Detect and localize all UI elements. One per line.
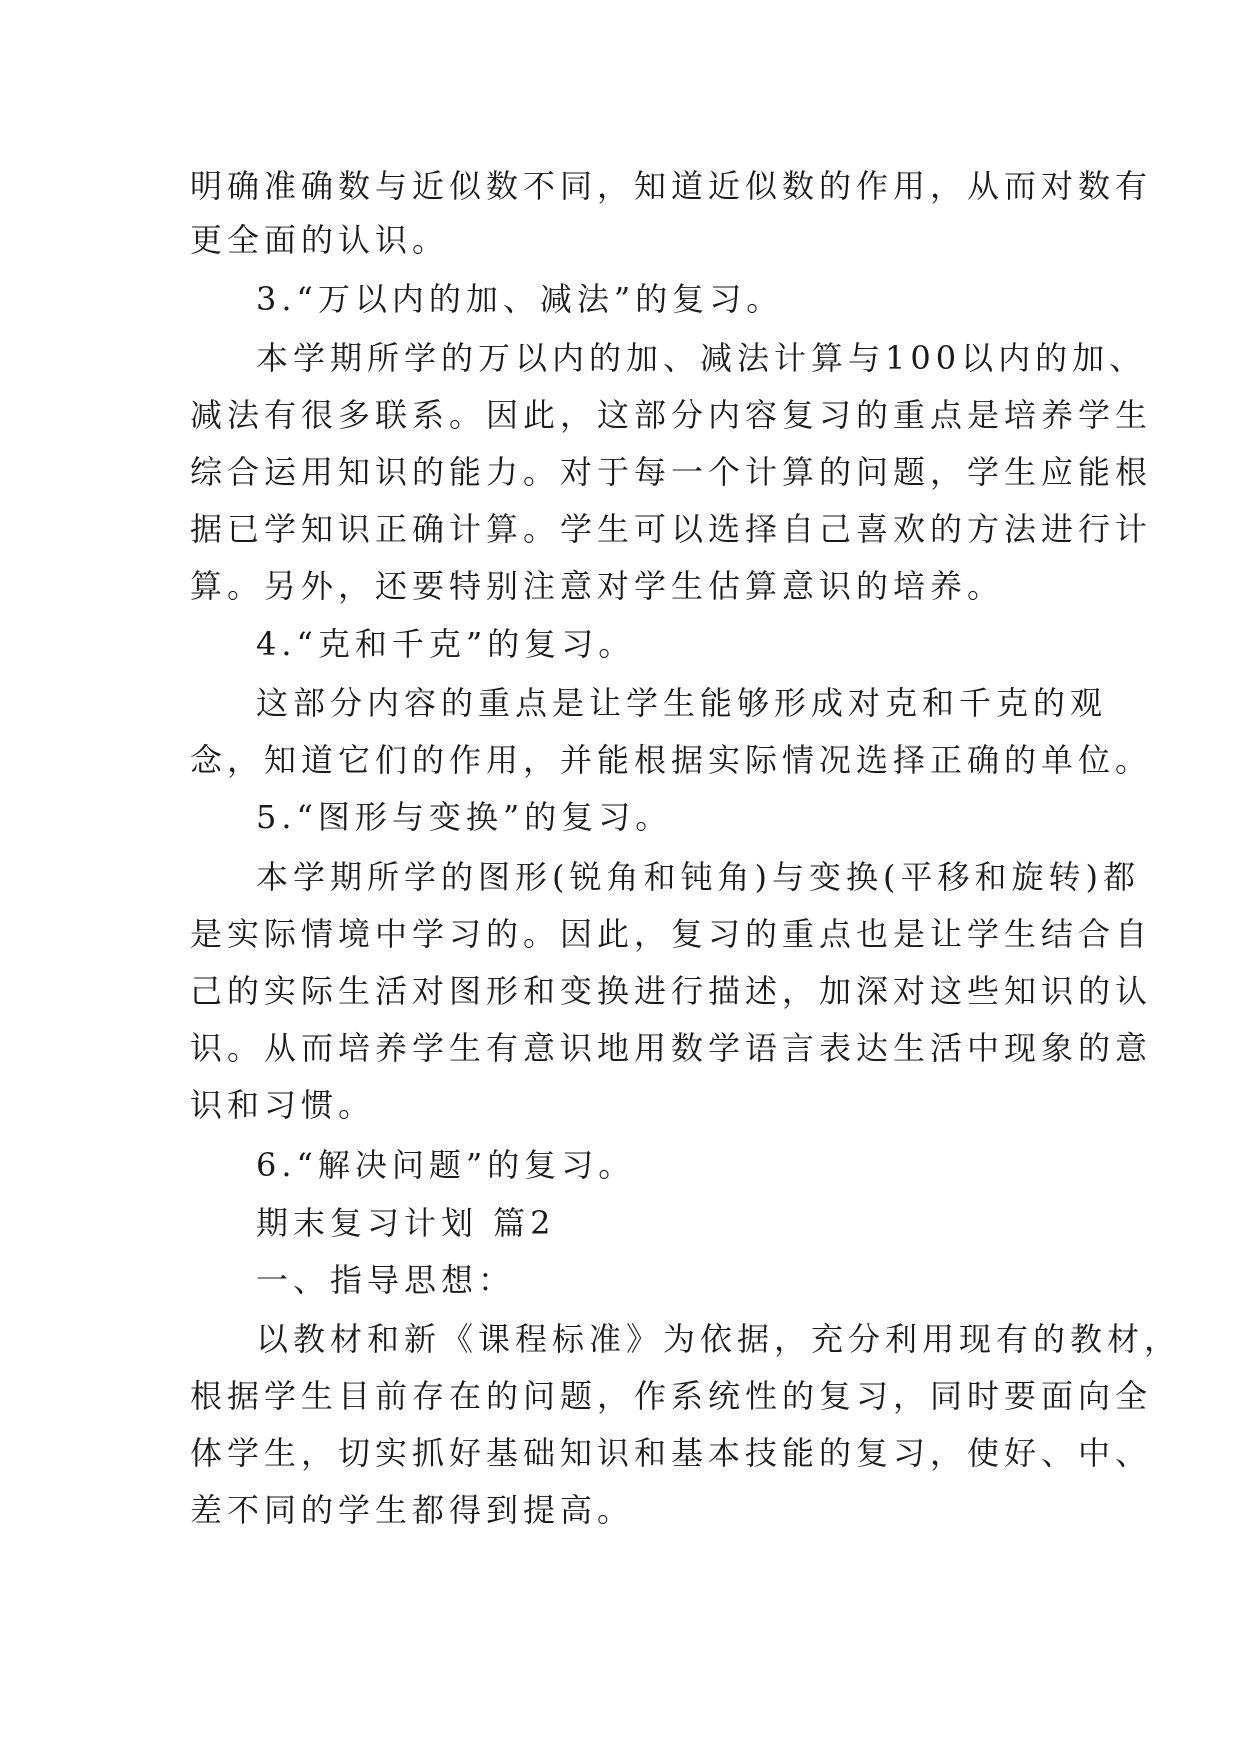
text-line: 算。另外，还要特别注意对学生估算意识的培养。 [190,567,1005,605]
text-line: 是实际情境中学习的。因此，复习的重点也是让学生结合自 [190,915,1153,953]
text-line: 己的实际生活对图形和变换进行描述，加深对这些知识的认 [190,972,1153,1010]
text-line: 根据学生目前存在的问题，作系统性的复习，同时要面向全 [190,1377,1153,1415]
section-heading: 一、指导思想： [256,1261,516,1299]
section-heading: 6.“解决问题”的复习。 [256,1146,636,1184]
section-heading: 5.“图形与变换”的复习。 [256,798,673,836]
text-line: 据已学知识正确计算。学生可以选择自己喜欢的方法进行计 [190,510,1153,548]
text-line: 以教材和新《课程标准》为依据，充分利用现有的教材， [256,1320,1182,1358]
text-line: 念，知道它们的作用，并能根据实际情况选择正确的单位。 [190,741,1153,779]
text-line: 更全面的认识。 [190,221,450,259]
text-line: 本学期所学的万以内的加、减法计算与100以内的加、 [256,339,1147,377]
text-line: 减法有很多联系。因此，这部分内容复习的重点是培养学生 [190,396,1153,434]
document-subtitle: 期末复习计划 篇2 [256,1204,556,1242]
text-line: 这部分内容的重点是让学生能够形成对克和千克的观 [256,684,1108,722]
text-line: 体学生，切实抓好基础知识和基本技能的复习，使好、中、 [190,1434,1153,1472]
text-line: 明确准确数与近似数不同，知道近似数的作用，从而对数有 [190,167,1153,205]
text-line: 识。从而培养学生有意识地用数学语言表达生活中现象的意 [190,1029,1153,1067]
text-line: 本学期所学的图形(锐角和钝角)与变换(平移和旋转)都 [256,858,1140,896]
text-line: 差不同的学生都得到提高。 [190,1491,635,1529]
text-line: 综合运用知识的能力。对于每一个计算的问题，学生应能根 [190,453,1153,491]
section-heading: 4.“克和千克”的复习。 [256,625,636,663]
text-line: 识和习惯。 [190,1086,376,1124]
section-heading: 3.“万以内的加、减法”的复习。 [256,280,784,318]
